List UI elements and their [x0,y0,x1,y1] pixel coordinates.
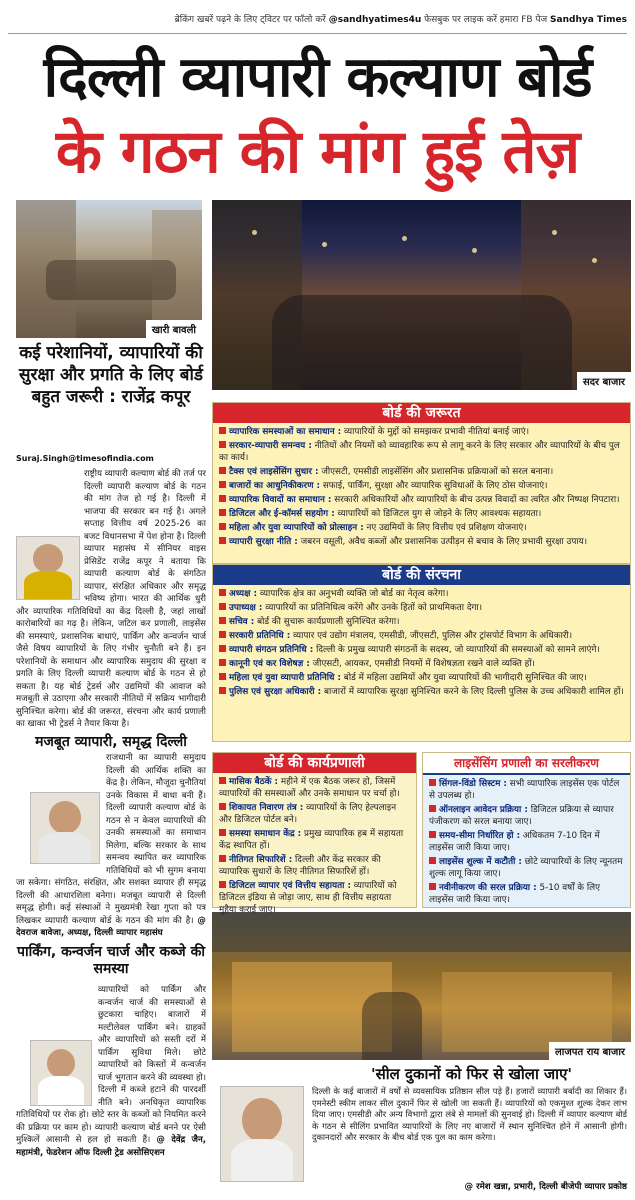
box-board-working [212,752,417,915]
headline-line1: दिल्ली व्यापारी कल्याण बोर्ड [43,45,592,110]
list-item: कानूनी एवं कर विशेषज्ञ : जीएसटी, आयकर, एमसीडी नियमों में विशेषज्ञता रखने वाले व्यक्ति हों। [219,658,625,670]
twitter-handle[interactable]: @sandhyatimes4u [328,15,422,25]
list-item: सरकार-व्यापारी समन्वय : नीतियों और नियमों को व्यावहारिक रूप से लागू करने के लिए सरकार और व्यापारियों के बीच पुल का कार्य। [219,441,620,463]
list-item: अध्यक्ष : व्यापारिक क्षेत्र का अनुभवी व्यक्ति जो बोर्ड का नेतृत्व करेगा। [219,588,625,600]
list-item: व्यापारी सुरक्षा नीति : जबरन वसूली, अवैध कब्जों और प्रशासनिक उत्पीड़न से बचाव के लिए प्रभावी सुरक्षा उपाय। [219,536,625,548]
list-item: व्यापारी संगठन प्रतिनिधि : दिल्ली के प्रमुख व्यापारी संगठनों के सदस्य, जो व्यापारियों की समस्याओं को सामने लाएंगे। [219,644,625,656]
list-item: समस्या समाधान केंद्र : प्रमुख व्यापारिक हब में सहायता केंद्र स्थापित हों। [219,829,404,851]
quote-box [212,1064,631,1194]
avatar-devraj-baweja [30,792,100,864]
box-board-need [212,402,631,564]
list-item: सचिव : बोर्ड की सुचारू कार्यप्रणाली सुनिश्चित करेगा। [219,616,625,628]
top-rule [8,33,627,34]
list-item: मासिक बैठकें : महीने में एक बैठक जरूर हो, जिसमें व्यापारियों की समस्याओं और उनके समाधान पर चर्चा हो। [219,777,400,799]
list-item: लाइसेंस शुल्क में कटौती : छोटे व्यापारियों के लिए न्यूनतम शुल्क लागू किया जाए। [429,857,623,879]
list-item: बाजारों का आधुनिकीकरण : सफाई, पार्किंग, सुरक्षा और व्यापारिक सुविधाओं के लिए ठोस योजनाएं। [219,480,625,492]
caption-lajpat-rai-bazar: लाजपत राय बाजार [549,1042,631,1060]
quote-body: दिल्ली के कई बाजारों में वर्षों से व्यवसायिक प्रतिष्ठान सील पड़े हैं। हजारों व्यापारी बर्बादी का शिकार हैं। एमनेस्टी स्कीम लाकर सील दुकानें फिर से खोली जा सकती हैं। व्यापारियों को एकमुश्त शुल्क देकर लाभ दिया जाए। एमसीडी और अन्य विभागों द्वारा लंबे से मामलों की सुनवाई हो। दिल्ली में व्यापार कल्याण बोर्ड के गठन से सीलिंग प्रभावित व्यापारियों के लिए नए बाजारों में स्थान सुनिश्चित होने में आसानी होगी। दुकानदारों और सरकार के बीच बोर्ड एक पुल का काम करेगा। [312,1086,627,1143]
list-item: व्यापारिक विवादों का समाधान : सरकारी अधिकारियों और व्यापारियों के बीच उत्पन्न विवादों का त्वरित और निष्पक्ष निपटारा। [219,494,625,506]
structure-list [213,585,630,702]
photo-khari-baoli [16,200,202,338]
list-item: सिंगल-विंडो सिस्टम : सभी व्यापारिक लाइसेंस एक पोर्टल से उपलब्ध हो। [429,779,620,801]
story2-signature: @ देवराज बावेजा, अध्यक्ष, दिल्ली व्यापार महासंघ [16,915,206,938]
list-item: व्यापारिक समस्याओं का समाधान : व्यापारियों के मुद्दों को समझकर प्रभावी नीतियां बनाई जाएं। [219,426,625,438]
story3-signature: @ देवेंद्र जैन, महामंत्री, फेडरेशन ऑफ दिल्ली ट्रेड असोसिएशन [16,1135,206,1158]
story3-heading: पार्किंग, कन्वर्जन चार्ज और कब्जे की समस्या [17,944,205,977]
caption-sadar-bazar: सदर बाजार [577,372,631,390]
quote-signature: @ रमेश खन्ना, प्रभारी, दिल्ली बीजेपी व्यापार प्रकोष्ठ [464,1182,627,1192]
license-list [423,775,630,910]
caption-khari-baoli: खारी बावली [146,320,202,338]
headline-line2: के गठन की मांग हुई तेज़ [55,117,580,187]
list-item: उपाध्यक्ष : व्यापारियों का प्रतिनिधित्व करेंगे और उनके हितों को प्राथमिकता देगा। [219,602,625,614]
photo-lajpat-rai-bazar [212,912,631,1060]
photo-sadar-bazar [212,200,631,390]
list-item: शिकायत निवारण तंत्र : व्यापारियों के लिए हेल्पलाइन और डिजिटल पोर्टल बने। [219,803,397,825]
story1-byline[interactable]: Suraj.Singh@timesofindia.com [16,454,154,463]
story1-heading: कई परेशानियों, व्यापारियों की सुरक्षा और प्रगति के लिए बोर्ड बहुत जरूरी : राजेंद्र कपूर [19,343,203,407]
list-item: टैक्स एवं लाइसेंसिंग सुधार : जीएसटी, एमसीडी लाइसेंसिंग और प्रशासनिक प्रक्रियाओं को सरल बनाना। [219,466,625,478]
avatar-rajendra-kapoor [16,536,80,600]
box-board-structure [212,564,631,742]
story2-body: राजधानी का व्यापारी समुदाय दिल्ली की आर्थिक शक्ति का केंद्र है। लेकिन, मौजूदा चुनौतियां उनके विकास में बाधा बनी हैं। दिल्ली व्यापारी कल्याण बोर्ड के गठन से न केवल व्यापारियों की उनकी समस्याओं का समाधान मिलेगा, बल्कि सरकार के साथ समन्वय स्थापित कर व्यापारिक गतिविधियों को भी सुगम बनाया जा सकेगा। संगठित, संरक्षित, और सशक्त व्यापार ही समृद्ध दिल्ली की आधारशिला बनेगा। मजबूत व्यापारी से दिल्ली समृद्ध होगी। कई संस्थाओं ने मुख्यमंत्री रेखा गुप्ता को पत्र लिखकर व्यापारी कल्याण बोर्ड के गठन की मांग की है। @ देवराज बावेजा, अध्यक्ष, दिल्ली व्यापार महासंघ [16,753,206,938]
fb-page[interactable]: Sandhya Times [550,15,627,25]
twitter-text: ब्रेकिंग खबरें पढ़ने के लिए ट्विटर पर फॉलो करें [174,15,326,25]
box-board-structure-title: बोर्ड की संरचना [213,565,630,585]
box-board-working-title: बोर्ड की कार्यप्रणाली [213,753,416,773]
avatar-devendra-jain [30,1040,92,1106]
story2-heading: मजबूत व्यापारी, समृद्ध दिल्ली [35,734,187,750]
list-item: महिला और युवा व्यापारियों को प्रोत्साहन : नए उद्यमियों के लिए वित्तीय एवं प्रशिक्षण योजनाएं। [219,522,625,534]
list-item: नीतिगत सिफारिशें : दिल्ली और केंद्र सरकार की व्यापारिक सुधारों के लिए नीतिगत सिफारिशें हों। [219,855,381,877]
top-bar [0,0,635,38]
box-license-simplification [422,752,631,908]
list-item: नवीनीकरण की सरल प्रक्रिया : 5-10 वर्षों के लिए लाइसेंस जारी किया जाए। [429,883,600,905]
story1-body: राष्ट्रीय व्यापारी कल्याण बोर्ड की तर्ज पर दिल्ली व्यापारी कल्याण बोर्ड के गठन की मांग तेज हो गई है। दिल्ली में भाजपा की सरकार बन गई है। अगले सप्ताह वित्तीय वर्ष 2025-26 का बजट विधानसभा में पेश होना है। दिल्ली व्यापार महासंघ में सीनियर वाइस प्रेसिडेंट राजेंद्र कपूर ने बताया कि व्यापारी कल्याण बोर्ड के संगठित व्यापार, संरक्षित अधिकार और समृद्ध भविष्य होगा। भारत की आर्थिक धुरी और व्यापारिक गतिविधियों का केंद्र दिल्ली है, जहां लाखों कारोबारियों का गढ़ है। लेकिन, जटिल कर प्रणाली, लाइसेंस की समस्याएं, प्रशासनिक बाधाएं, पार्किंग और कन्वर्जन चार्ज जैसे विषय व्यापारियों के लिए गंभीर चुनौती बने हैं। इन परेशानियों के समाधान और व्यापारिक समुदाय की सुरक्षा व प्रगति के लिए दिल्ली व्यापारी कल्याण बोर्ड के गठन से हो सकता है। यह बोर्ड ट्रेडर्स और उद्यमियों की आवाज को मजबूती से उठाएगा और सरकारी नीतियों में सक्रिय भागीदारी सुनिश्चित करेगा। बोर्ड की जरूरत, संरचना और कार्य प्रणाली का खाका भी ट्रेडर्स ने तैयार किया है। [16,469,206,729]
need-list [213,423,630,552]
quote-heading: 'सील दुकानों को फिर से खोला जाए' [371,1065,572,1083]
box-board-need-title: बोर्ड की जरूरत [213,403,630,423]
avatar-ramesh-khanna [220,1086,304,1182]
list-item: ऑनलाइन आवेदन प्रक्रिया : डिजिटल प्रक्रिया से व्यापार पंजीकरण को सरल बनाया जाए। [429,805,614,827]
social-line [175,12,627,25]
list-item: सरकारी प्रतिनिधि : व्यापार एवं उद्योग मंत्रालय, एमसीडी, जीएसटी, पुलिस और ट्रांसपोर्ट विभाग के अधिकारी। [219,630,625,642]
list-item: महिला एवं युवा व्यापारी प्रतिनिधि : बोर्ड में महिला उद्यमियों और युवा व्यापारियों की भागीदारी सुनिश्चित की जाए। [219,672,625,684]
list-item: डिजिटल व्यापार एवं वित्तीय सहायता : व्यापारियों को डिजिटल इंडिया से जोड़ा जाए, साथ ही वित्तीय सहायता मुहैया कराई जाए। [219,881,397,915]
working-list [213,773,416,920]
list-item: पुलिस एवं सुरक्षा अधिकारी : बाजारों में व्यापारिक सुरक्षा सुनिश्चित करने के लिए दिल्ली पुलिस के उच्च अधिकारी शामिल हों। [219,686,625,698]
box-license-title: लाइसेंसिंग प्रणाली का सरलीकरण [423,753,630,775]
story3-body: व्यापारियों को पार्किंग और कन्वर्जन चार्ज की समस्याओं से छुटकारा चाहिए। बाजारों में मल्टीलेवल पार्किंग बने। ग्राहकों और व्यापारियों को सस्ती दरों में पार्किंग सुविधा मिले। छोटे व्यापारियों को किस्तों में कन्वर्जन चार्ज भुगतान करने की व्यवस्था हो। दिल्ली में कब्जे हटाने की पारदर्शी नीति बने। अनधिकृत व्यापारिक गतिविधियों पर रोक हो। छोटे स्तर के कब्जों को नियमित करने की प्रक्रिया पर काम हो। व्यापारी कल्याण बोर्ड बनने पर ऐसी मुश्किलें आसानी से हल हो सकती हैं। @ देवेंद्र जैन, महामंत्री, फेडरेशन ऑफ दिल्ली ट्रेड असोसिएशन [16,985,206,1158]
fb-text: फेसबुक पर लाइक करें हमारा FB पेज [424,15,548,25]
list-item: डिजिटल और ई-कॉमर्स सहयोग : व्यापारियों को डिजिटल युग से जोड़ने के लिए आवश्यक सहायता। [219,508,625,520]
list-item: समय-सीमा निर्धारित हो : अधिकतम 7-10 दिन में लाइसेंस जारी किया जाए। [429,831,600,853]
